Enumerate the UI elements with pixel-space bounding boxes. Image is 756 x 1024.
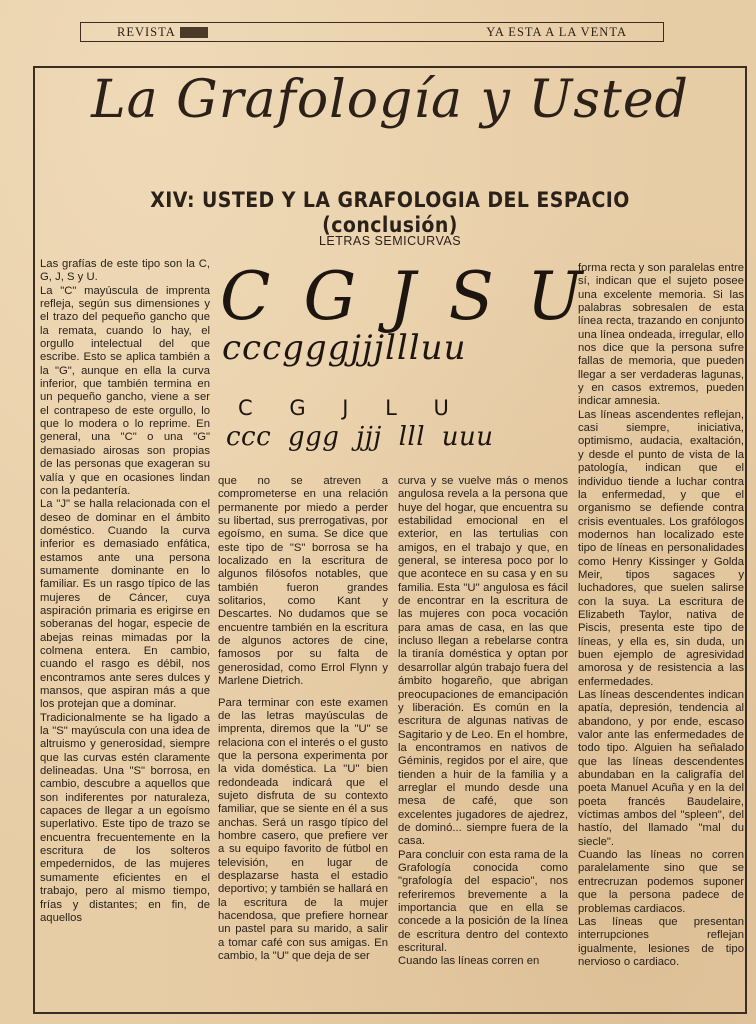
paragraph: Para concluir con esta rama de la Grafología conocida como "grafología del espacio", nos referiremos brevemente a la importancia que en ella se concede a la posición de la línea de escritura dentro del contexto escritural. [398, 848, 568, 955]
paragraph: La "J" se halla relacionada con el deseo de dominar en el ámbito doméstico. Cuando la curva inferior es demasiado enfática, estamos ante una persona sumamente dominante en lo familiar. Es un rasgo típico de las mujeres de Cáncer, cuya aspiración primaria es erigirse en soberanas del hogar, especie de abejas reinas mimadas por la colmena entera. En cambio, cuando el rasgo es débil, nos encontramos ante seres dulces y mansos, que aspiran más a que los protejan que a dominar. [40, 498, 210, 711]
text-column-3 [398, 475, 568, 969]
paragraph: Las líneas que presentan interrupciones reflejan igualmente, lesiones de tipo nervioso o cardiaco. [578, 915, 744, 968]
text-column-1 [40, 258, 210, 925]
paragraph: forma recta y son paralelas entre sí, indican que el sujeto posee una excelente memoria. Si las palabras sobresalen de esta línea recta, trazando en conjunto una línea ondeada, irregular, ello nos dice que la persona sufre fallas de memoria, que pueden llegar a ser verdaderas lagunas, y en casos extremos, pueden indicar amnesia. [578, 262, 744, 408]
header-banner [80, 22, 664, 42]
letter-samples-figure [212, 250, 589, 472]
paragraph: Tradicionalmente se ha ligado a la "S" mayúscula con una idea de altruismo y generosidad, siempre que las curvas estén claramente delineadas. Una "S" borrosa, en cambio, descubre a aquellos que son indiferentes por naturaleza, capaces de llegar a un egoísmo superlativo. Este tipo de trazo se encuentra frecuentemente en la escritura de los solteros empedernidos, de las mujeres sumamente eficientes en el trabajo, pero al mismo tiempo, frías y distantes; en fin, de aquellos [40, 711, 210, 924]
magazine-logo [180, 27, 208, 38]
figure-lowercase: cccgggjjjllluu [222, 328, 467, 368]
paragraph: Las líneas descendentes indican apatía, depresión, tendencia al abandono, y por ende, escaso valor ante las enfermedades de todo tipo. Alguien ha señalado que las líneas descendentes abundaban en la caligrafía del poeta Manuel Acuña y en la del poeta francés Baudelaire, víctimas ambos del "spleen", del hastío, del llamado "mal du siecle". [578, 689, 744, 848]
article-subtitle: XIV: USTED Y LA GRAFOLOGIA DEL ESPACIO (conclusión) [150, 188, 630, 238]
paragraph: Las grafías de este tipo son la C, G, J, S y U. [40, 258, 210, 284]
paragraph: Cuando las líneas corren en [398, 955, 540, 968]
figure-small: ccc ggg jjj lll uuu [226, 422, 494, 452]
section-heading: LETRAS SEMICURVAS [318, 234, 462, 248]
header-magazine-label: REVISTA [117, 24, 176, 39]
header-left [117, 25, 208, 40]
text-column-2 [218, 475, 388, 963]
text-column-4 [578, 262, 744, 969]
paragraph: Las líneas ascendentes reflejan, casi siempre, iniciativa, optimismo, audacia, exaltación, y desde el punto de vista de la patología, indican que el individuo tiende a luchar contra la enfermedad, y que el organismo se defiende contra crisis eventuales. Los grafólogos modernos han localizado este tipo de líneas en personalidades como Henry Kissinger y Golda Meir, tipos sagaces y luchadores, que suelen salirse con la suya. La escritura de Elizabeth Taylor, nativa de Piscis, presenta este tipo de líneas, y ella es, sin duda, un buen ejemplo de agresividad amorosa y de resistencia a las enfermedades. [578, 408, 744, 688]
paragraph: Cuando las líneas no corren paralelamente sino que se entrecruzan podemos suponer que la persona padece de problemas cardiacos. [578, 849, 744, 915]
paragraph: curva y se vuelve más o menos angulosa revela a la persona que huye del hogar, que encuentra su estabilidad emocional en el exterior, en las tertulias con amigos, en el trabajo y que, en general, se interesa poco por lo que acontece en su casa y en su familia. Esta "U" angulosa es fácil de encontrar en la escritura de las mujeres con poca vocación para amas de casa, en las que incluso llegan a rebelarse contra la tiranía doméstica y optan por desarrollar algún trabajo fuera del ámbito hogareño, que abrigan preocupaciones de emancipación y liberación. Es común en la escritura de algunas nativas de Sagitario y de Leo. En el hombre, la encontramos en nativos de Géminis, regidos por el aire, que tienden a huir de la familia y a arreglar el mundo desde una mesa de café, que son excelentes jugadores de ajedrez, de dominó... siempre fuera de la casa. [398, 475, 568, 848]
figure-labels: C G J L U [238, 396, 449, 420]
article-title: La Grafología y Usted [91, 70, 689, 130]
paragraph: Para terminar con este examen de las letras mayúsculas de imprenta, diremos que la "U" se relaciona con el interés o el gusto que la persona experimenta por la vida doméstica. La "U" bien redondeada indicará que el sujeto disfruta de su contexto familiar, que se siente en él a sus anchas. Será un rasgo típico del hombre casero, que prefiere ver a su equipo favorito de fútbol en televisión, en lugar de desplazarse hasta el estadio deportivo; y también se hallará en la escritura de la mujer hacendosa, que prefiere hornear un pastel para su marido, a salir a tomar café con sus amigas. En cambio, la "U" que deja de ser [218, 696, 388, 963]
figure-capitals: C G J S U [220, 258, 589, 335]
paragraph: que no se atreven a comprometerse en una relación permanente por miedo a perder su libertad, sus prerrogativas, por egoísmo, en suma. Se dice que este tipo de "S" borrosa se ha localizado en la escritura de algunos filósofos notables, que también fueron grandes solitarios, como Kant y Descartes. No dudamos que se encuentre también en la escritura de algunos actores de cine, famosos por su falta de generosidad, como Errol Flynn y Marlene Dietrich. [218, 475, 388, 688]
header-right: YA ESTA A LA VENTA [486, 24, 627, 39]
paragraph: La "C" mayúscula de imprenta refleja, según sus dimensiones y el trazo del pequeño gancho que la remata, cuando lo hay, el orgullo intelectual del que escribe. Esto se aplica también a la "G", aunque en ella la curva inferior, que también termina en un pequeño gancho, viene a ser el contrapeso de este orgullo, lo que lo modera o lo reprime. En general, una "C" o una "G" demasiado airosas son propias de las personas que exageran su valía y que en ocasiones lindan con la pedantería. [40, 284, 210, 497]
